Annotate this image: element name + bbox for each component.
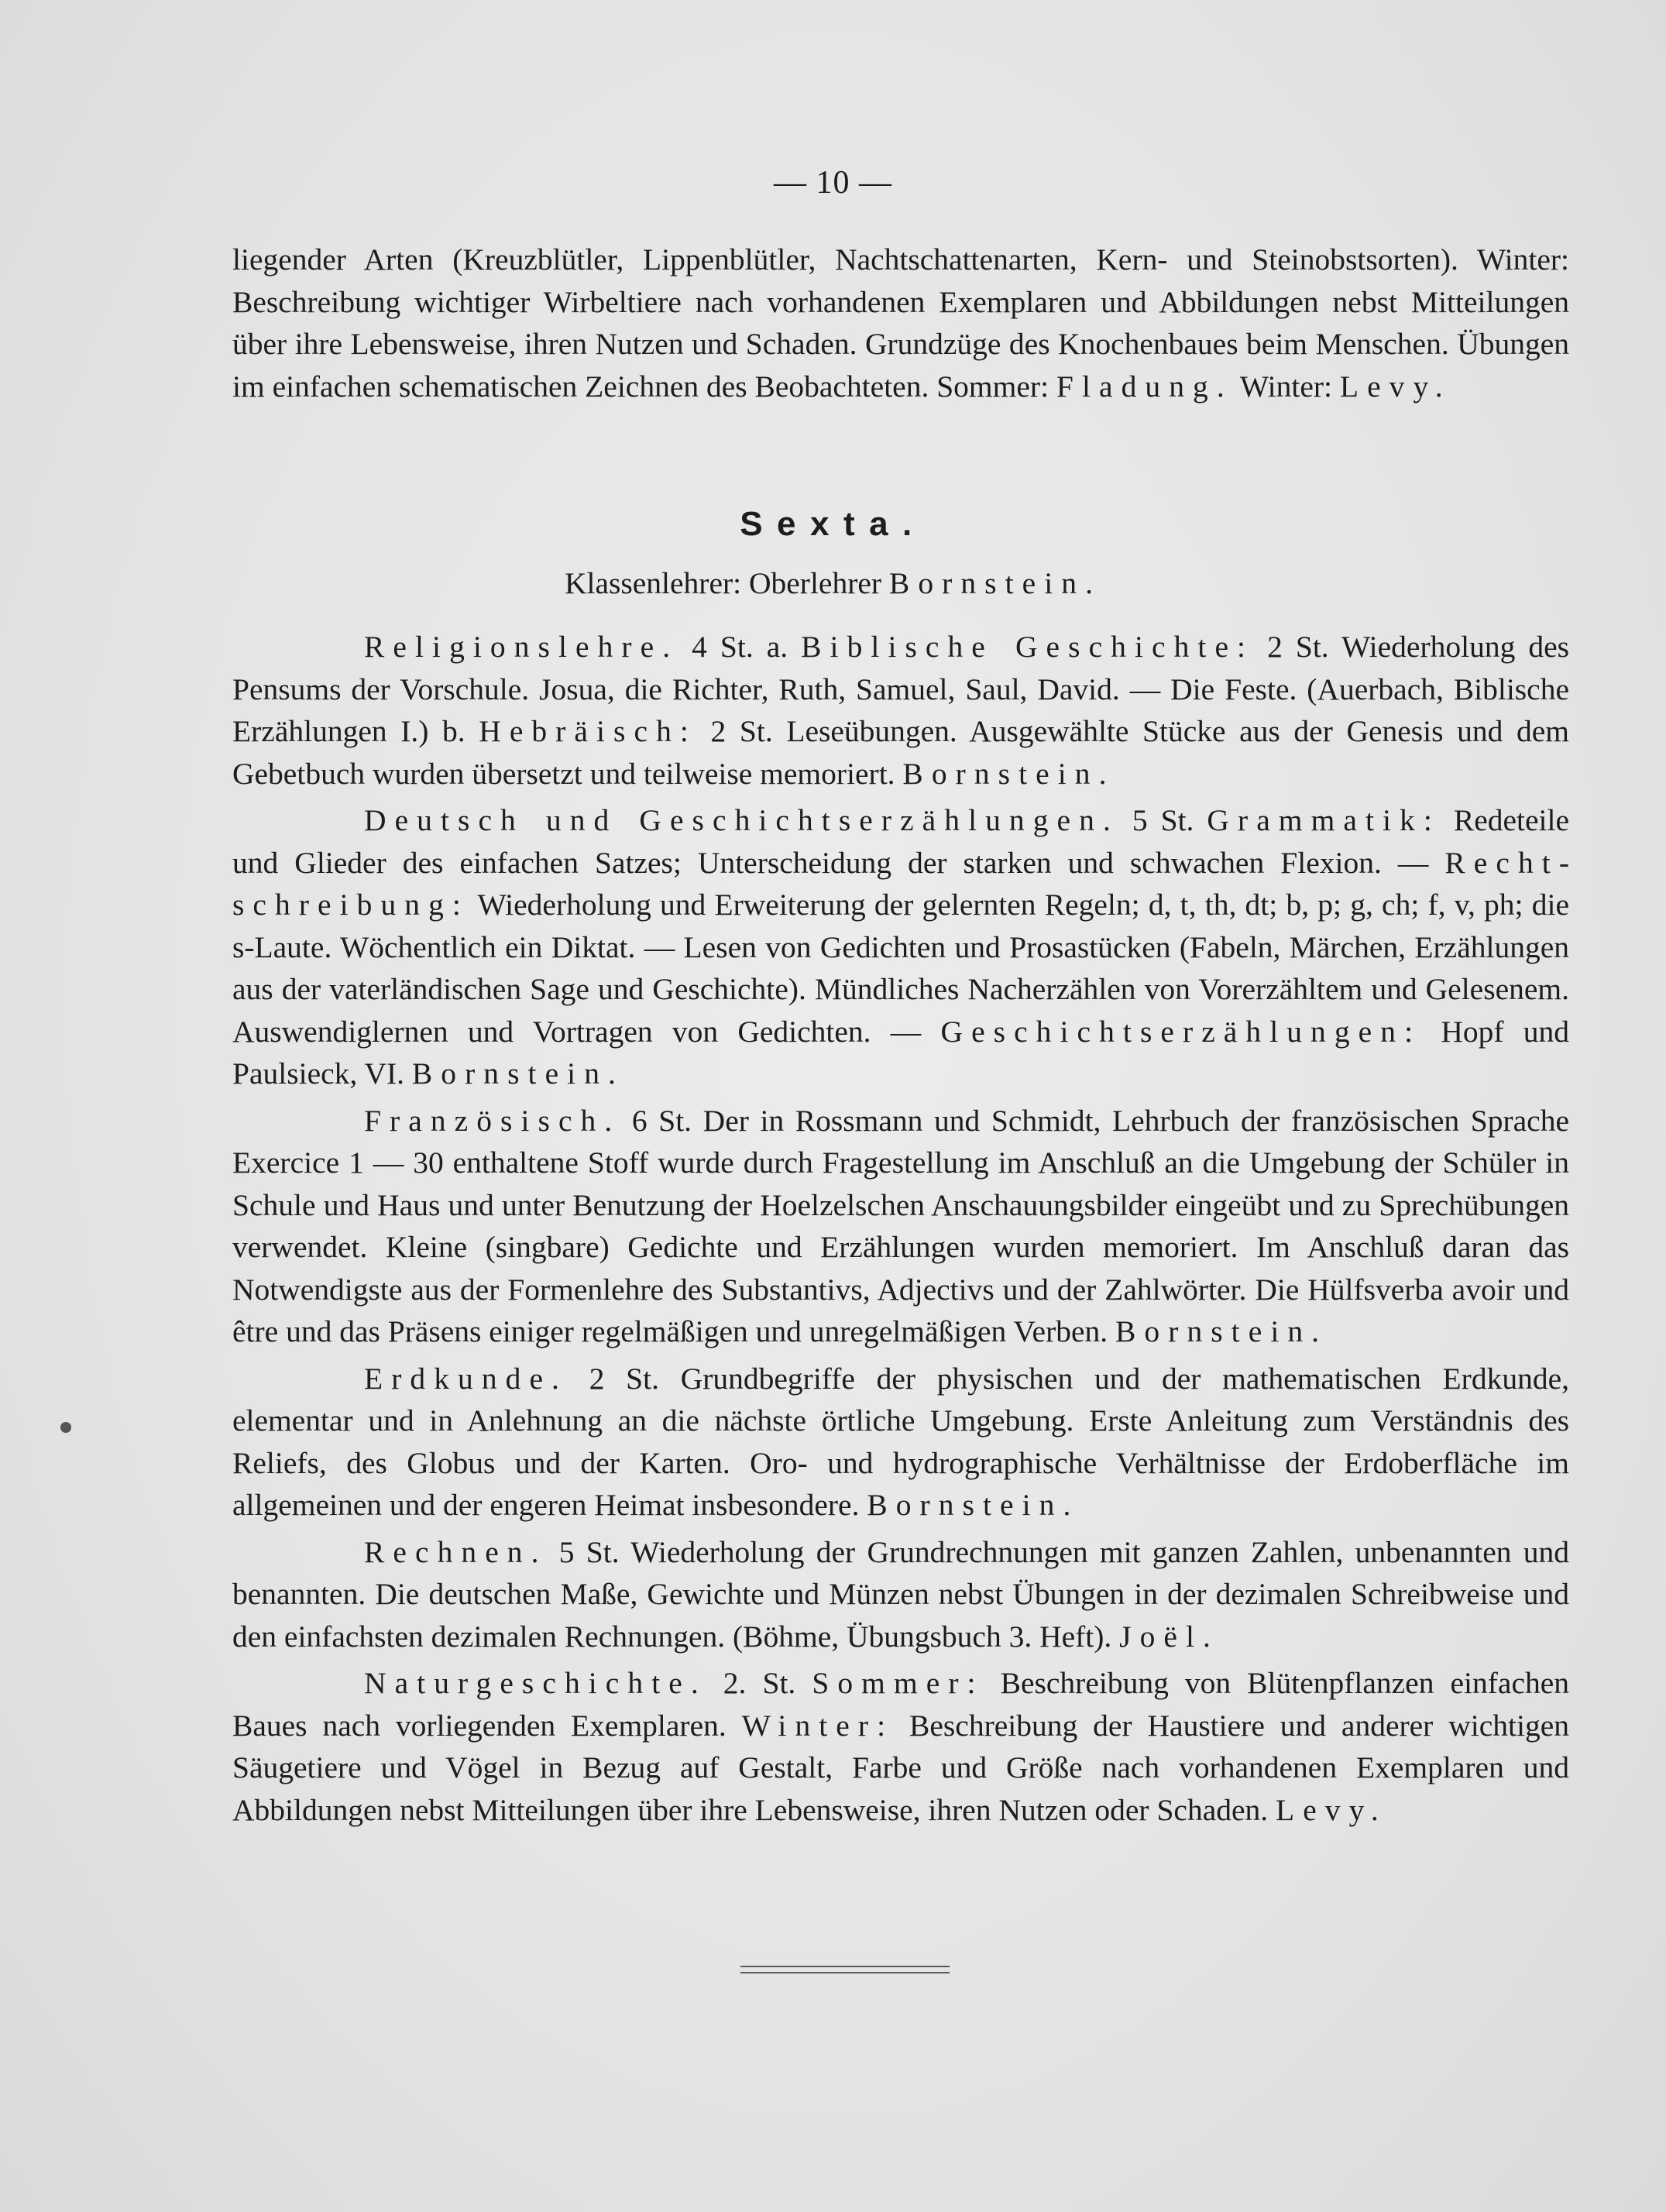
subsection-heading: Rechtschreibung: — [232, 845, 1569, 922]
teacher-name: Bornstein. — [902, 756, 1115, 791]
subsection-heading: Grammatik: — [1207, 803, 1441, 837]
punch-hole-mark — [60, 1422, 71, 1433]
page-number: — 10 — — [774, 165, 892, 201]
teacher-name: Joël. — [1119, 1619, 1219, 1654]
subject-heading: Religionslehre. — [364, 630, 679, 664]
subject-heading: Französisch. — [364, 1103, 621, 1138]
subject-heading: Rechnen. — [364, 1534, 548, 1569]
subject-franzoesisch: Französisch. 6 St. Der in Rossmann und Schmidt, Lehrbuch der französischen Sprache Exercice 1 — 30 enthaltene Stoff wurde durch Fragestellung im Anschluß an die Umgebung der Schüler in Schule und Haus und unter Benutzung der Hoelzelschen Anschauungsbilder eingeübt und zu Sprechübungen verwendet. Kleine (singbare) Gedichte und Erzählungen wurden memoriert. Im Anschluß daran das Notwendigste aus der Formenlehre des Substantivs, Adjectivs und der Zahlwörter. Die Hülfsverba avoir und être und das Präsens einiger regelmäßigen und unregelmäßigen Verben. Bornstein. — [232, 1103, 1569, 1348]
intro-paragraph — [232, 239, 1569, 407]
end-rule — [740, 1966, 950, 1967]
teacher-name: Bornstein. — [867, 1488, 1080, 1522]
class-teacher-label: Klassenlehrer: Oberlehrer — [564, 566, 889, 600]
subject-deutsch: Deutsch und Geschichtserzählungen. 5 St. Grammatik: Redeteile und Glieder des einfachen Satzes; Unterscheidung der starken und schwachen Flexion. — Rechtschreibung: Wiederholung und Erweiterung der gelernten Regeln; d, t, th, dt; b, p; g, ch; f, v, ph; die s-Laute. Wöchentlich ein Diktat. — Lesen von Gedichten und Prosastücken (Fabeln, Märchen, Erzählungen aus der vaterländischen Sage und Geschichte). Mündliches Nacherzählen von Vorerzähltem und Gelesenem. Auswendiglernen und Vortragen von Gedichten. — Geschichtserzählungen: Hopf und Paulsieck, VI. Bornstein. — [232, 803, 1570, 1091]
end-rule — [740, 1972, 950, 1973]
subject-erdkunde: Erdkunde. 2 St. Grundbegriffe der physischen und der mathematischen Erdkunde, elementar und in Anlehnung an die nächste örtliche Umgebung. Erste Anleitung zum Verständnis des Reliefs, des Globus und der Karten. Oro- und hydrographische Verhältnisse der Erdoberfläche im allgemeinen und der engeren Heimat insbesondere. Bornstein. — [232, 1361, 1569, 1522]
intro-text: liegender Arten (Kreuzblütler, Lippenblütler, Nachtschattenarten, Kern- und Steinobstsorten). Winter: Beschreibung wichtiger Wirbeltiere nach vorhandenen Exemplaren und Abbildungen nebst Mitteilungen über ihre Lebensweise, ihren Nutzen und Schaden. Grundzüge des Knochenbaues beim Menschen. Übungen im einfachen schematischen Zeichnen des Beobachteten. Sommer: — [232, 242, 1569, 404]
teacher-name: Levy. — [1276, 1792, 1387, 1827]
teacher-name: Bornstein. — [411, 1056, 624, 1091]
subject-heading: Deutsch und Geschichtserzählungen. — [364, 803, 1119, 837]
subsection-heading: Winter: — [741, 1708, 895, 1743]
subject-heading: Naturgeschichte. — [364, 1666, 707, 1700]
teacher-name: Levy. — [1339, 369, 1451, 404]
subsection-heading: Sommer: — [812, 1666, 984, 1700]
subjects-body — [232, 626, 1569, 1831]
subject-religion: Religionslehre. 4 St. a. Biblische Geschichte: 2 St. Wiederholung des Pensums der Vorschule. Josua, die Richter, Ruth, Samuel, Saul, David. — Die Feste. (Auerbach, Biblische Erzählungen I.) b. Hebräisch: 2 St. Leseübungen. Ausgewählte Stücke aus der Genesis und dem Gebetbuch wurden übersetzt und teilweise memoriert. Bornstein. — [232, 630, 1570, 791]
class-teacher-name: Bornstein. — [888, 566, 1101, 600]
teacher-name: Bornstein. — [1115, 1314, 1328, 1348]
section-title: Sexta. — [740, 505, 926, 543]
teacher-name: Fladung. — [1056, 369, 1233, 404]
subject-heading: Erdkunde. — [364, 1361, 568, 1396]
subject-rechnen: Rechnen. 5 St. Wiederholung der Grundrechnungen mit ganzen Zahlen, unbenannten und benannten. Die deutschen Maße, Gewichte und Münzen nebst Übungen in der dezimalen Schreibweise und den einfachsten dezimalen Rechnungen. (Böhme, Übungsbuch 3. Heft). Joël. — [232, 1534, 1569, 1654]
subsection-heading: Geschichtserzählungen: — [940, 1014, 1422, 1049]
subject-naturgeschichte: Naturgeschichte. 2. St. Sommer: Beschreibung von Blütenpflanzen einfachen Baues nach vorliegenden Exemplaren. Winter: Beschreibung der Haustiere und anderer wichtigen Säugetiere und Vögel in Bezug auf Gestalt, Farbe und Größe nach vorhandenen Exemplaren und Abbildungen nebst Mitteilungen über ihre Lebensweise, ihren Nutzen oder Schaden. Levy. — [232, 1666, 1570, 1827]
intro-mid: Winter: — [1232, 369, 1340, 404]
subsection-heading: Hebräisch: — [479, 714, 697, 748]
subsection-heading: Biblische Geschichte: — [801, 630, 1255, 664]
class-teacher-line — [0, 565, 1666, 601]
